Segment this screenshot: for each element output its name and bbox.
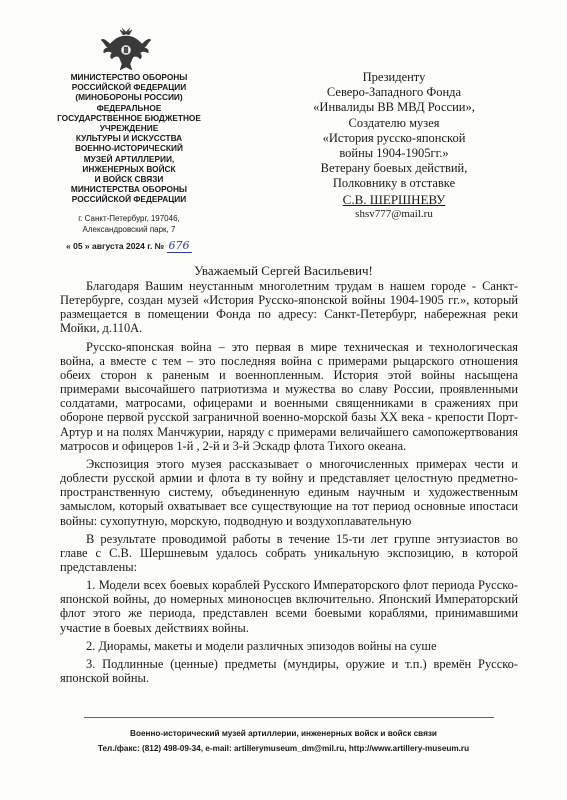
recipient-line: «Инвалиды ВВ МВД России», [313,100,475,115]
double-headed-eagle-emblem-icon [100,26,152,72]
header-line: КУЛЬТУРЫ И ИСКУССТВА [75,133,183,144]
recipient-line: войны 1904-1905гг.» [339,146,449,161]
letter-body [60,279,518,689]
ministry-header [54,72,204,205]
date-text: « 05 » августа 2024 г. № [66,241,165,251]
header-line: ГОСУДАРСТВЕННОЕ БЮДЖЕТНОЕ [57,112,201,123]
header-line: ФЕДЕРАЛЬНОЕ [96,102,162,113]
header-line: РОССИЙСКОЙ ФЕДЕРАЦИИ [71,194,187,205]
recipient-line: Создателю музея [348,115,440,130]
recipient-name: С.В. ШЕРШНЕВУ [342,191,446,207]
recipient-line: Президенту [362,70,426,84]
header-line: МИНИСТЕРСТВА ОБОРОНЫ [70,184,188,195]
recipient-block [268,70,520,222]
recipient-line: Северо-Западного Фонда [326,85,462,100]
address-line: Александровский парк, 7 [82,224,176,234]
header-line: МУЗЕЙ АРТИЛЛЕРИИ, [83,153,175,164]
header-line: И ВОЙСК СВЯЗИ [94,174,164,185]
body-paragraph: Экспозиция этого музея рассказывает о многочисленных примерах чести и доблести русской армии и флота в ту войну и представляет целостную предметно-пространственную систему, объединенную единым научным и художественным замыслом, который охватывает все существующие на тот период основные ипостаси войны: сухопутную, морскую, подводную и воздухоплавательную [60,456,518,528]
recipient-line: Ветерану боевых действий, [320,161,468,176]
header-line: ИНЖЕНЕРНЫХ ВОЙСК [82,163,176,174]
header-line: УЧРЕЖДЕНИЕ [99,123,159,134]
header-line: РОССИЙСКОЙ ФЕДЕРАЦИИ [71,82,187,93]
greeting: Уважаемый Сергей Васильевич! [194,263,373,278]
header-line: (МИНОБОРОНЫ РОССИИ) [75,92,183,103]
body-paragraph: 2. Диорамы, макеты и модели различных эпизодов войны на суше [86,638,437,653]
recipient-line: «История русско-японской [322,130,466,145]
body-paragraph: В результате проводимой работы в течение 15-ти лет группе энтузиастов во главе с С.В. Шершневым удалось собрать уникальную экспозицию, в которой представлены: [60,531,518,574]
body-paragraph: Русско-японская война – это первая в мире техническая и технологическая война, а вместе с тем – это последняя война с примерами рыцарского отношения обеих сторон к раненым и военнопленным. История этой войны насыщена примерами высочайшего патриотизма и мужества во славу России, проявленными солдатами, матросами, офицерами и военными священниками в сражениях при обороне первой русской заграничной военно-морской базы XX века - крепости Порт-Артур и на полях Манчжурии, наряду с примерами величайшего самопожертвования матросов и офицеров 1-й , 2-й и 3-й Эскадр флота Тихого океана. [60,339,518,453]
recipient-line: Полковнику в отставке [332,176,456,191]
address-line: г. Санкт-Петербург, 197046, [78,214,180,223]
letter-date [66,239,192,252]
recipient-email: shsv777@mail.ru [355,207,433,220]
body-paragraph: 1. Модели всех боевых кораблей Русского Императорского флот периода Русско-японской войны, до номерных миноносцев включительно. Японский Императорский флот этого же периода, представлен всеми боевыми кораблями, принимавшими участие в боевых действиях войны. [60,578,518,635]
footer-museum-name: Военно-исторический музей артиллерии, инженерных войск и войск связи [130,729,437,738]
footer-contacts: Тел./факс: (812) 498-09-34, e-mail: artillerymuseum_dm@mil.ru, http://www.artillery-museum.ru [97,744,470,753]
footer-divider [84,717,494,718]
body-paragraph: Благодаря Вашим неустанным многолетним трудам в нашем городе - Санкт-Петербурге, создан музей «История Русско-японской войны 1904-1905 гг.», который размещается в помещении Фонда по адресу: Санкт-Петербург, набережная реки Мойки, д.110А. [60,279,518,336]
body-paragraph: 3. Подлинные (ценные) предметы (мундиры, оружие и т.п.) времён Русско-японской войны. [60,656,518,686]
sender-address [54,214,204,235]
header-line: МИНИСТЕРСТВО ОБОРОНЫ [70,72,188,82]
document-number: 676 [168,239,190,252]
header-line: ВОЕННО-ИСТОРИЧЕСКИЙ [75,143,183,154]
